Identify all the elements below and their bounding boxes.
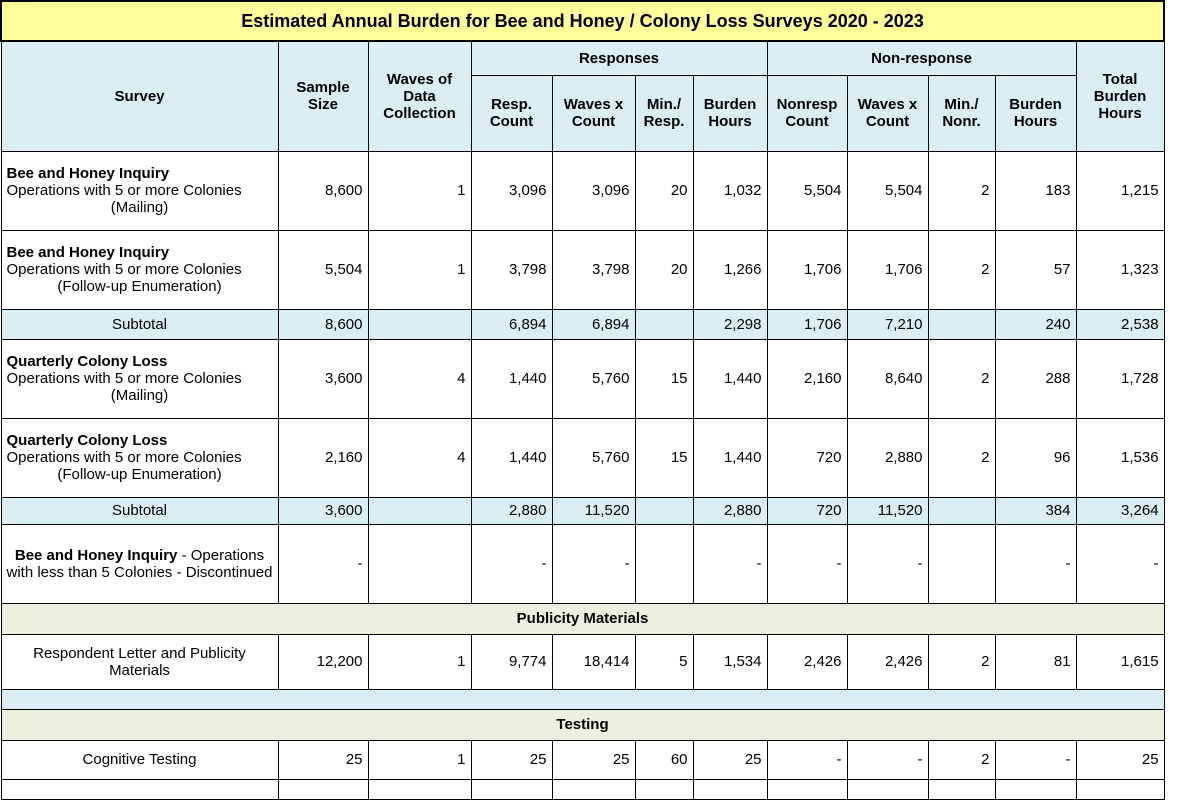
sample-size-cell: 3,600: [278, 339, 368, 418]
burden-hours-cell: 1,032: [693, 151, 767, 230]
header-survey: Survey: [1, 41, 278, 151]
table-row: [1, 524, 1164, 603]
waves-cell: 1: [368, 740, 471, 779]
min-nonr-cell: 2: [928, 151, 995, 230]
burden-hours-nr-cell: 81: [995, 634, 1076, 689]
total-burden-cell: 1,215: [1076, 151, 1164, 230]
subtotal-row: [1, 497, 1164, 524]
survey-cell: Bee and Honey Inquiry - Operations with less than 5 Colonies - Discontinued: [1, 524, 278, 603]
resp-count-cell: 1,440: [471, 418, 552, 497]
nonresp-count-cell: 1,706: [767, 309, 847, 339]
min-nonr-cell: 2: [928, 418, 995, 497]
waves-x-count-nr-cell: -: [847, 524, 928, 603]
subtotal-label: Subtotal: [1, 309, 278, 339]
header-min-nonr: Min./ Nonr.: [928, 75, 995, 151]
waves-x-count-cell: 5,760: [552, 339, 635, 418]
total-burden-cell: 2,538: [1076, 309, 1164, 339]
empty-cell: [995, 779, 1076, 799]
empty-cell: [635, 779, 693, 799]
section-row: [1, 709, 1164, 740]
burden-hours-nr-cell: 240: [995, 309, 1076, 339]
spacer-row: [1, 689, 1164, 709]
waves-cell: 1: [368, 634, 471, 689]
header-burden-hours: Burden Hours: [693, 75, 767, 151]
total-burden-cell: -: [1076, 524, 1164, 603]
sample-size-cell: -: [278, 524, 368, 603]
waves-x-count-nr-cell: 8,640: [847, 339, 928, 418]
min-resp-cell: [635, 309, 693, 339]
waves-x-count-nr-cell: 7,210: [847, 309, 928, 339]
section-publicity-materials: Publicity Materials: [1, 603, 1164, 634]
burden-hours-nr-cell: 384: [995, 497, 1076, 524]
burden-hours-cell: 1,440: [693, 339, 767, 418]
sample-size-cell: 5,504: [278, 230, 368, 309]
waves-x-count-cell: 3,096: [552, 151, 635, 230]
min-resp-cell: 15: [635, 418, 693, 497]
nonresp-count-cell: 720: [767, 418, 847, 497]
header-responses: Responses: [471, 41, 767, 75]
burden-hours-cell: 1,534: [693, 634, 767, 689]
waves-x-count-cell: 6,894: [552, 309, 635, 339]
waves-cell: [368, 524, 471, 603]
header-waves-x-count: Waves x Count: [552, 75, 635, 151]
header-nonresp-count: Nonresp Count: [767, 75, 847, 151]
nonresp-count-cell: 1,706: [767, 230, 847, 309]
header-min-resp: Min./ Resp.: [635, 75, 693, 151]
sample-size-cell: 8,600: [278, 309, 368, 339]
min-resp-cell: 20: [635, 230, 693, 309]
empty-cell: [767, 779, 847, 799]
resp-count-cell: 2,880: [471, 497, 552, 524]
waves-x-count-nr-cell: 2,880: [847, 418, 928, 497]
header-waves: Waves of Data Collection: [368, 41, 471, 151]
section-row: [1, 603, 1164, 634]
table-row: [1, 418, 1164, 497]
empty-cell: [471, 779, 552, 799]
survey-cell: Bee and Honey Inquiry Operations with 5 or more Colonies (Mailing): [1, 151, 278, 230]
empty-cell: [368, 779, 471, 799]
burden-hours-cell: 1,266: [693, 230, 767, 309]
total-burden-cell: 3,264: [1076, 497, 1164, 524]
resp-count-cell: 9,774: [471, 634, 552, 689]
burden-hours-nr-cell: 57: [995, 230, 1076, 309]
min-resp-cell: 20: [635, 151, 693, 230]
waves-x-count-nr-cell: 1,706: [847, 230, 928, 309]
total-burden-cell: 1,536: [1076, 418, 1164, 497]
waves-x-count-cell: 18,414: [552, 634, 635, 689]
header-resp-count: Resp. Count: [471, 75, 552, 151]
subtotal-label: Subtotal: [1, 497, 278, 524]
spacer-cell: [1, 689, 1164, 709]
empty-cell: [928, 779, 995, 799]
min-resp-cell: 15: [635, 339, 693, 418]
empty-cell: [1, 779, 278, 799]
survey-cell: Quarterly Colony Loss Operations with 5 or more Colonies (Mailing): [1, 339, 278, 418]
nonresp-count-cell: -: [767, 740, 847, 779]
total-burden-cell: 1,615: [1076, 634, 1164, 689]
waves-x-count-cell: 3,798: [552, 230, 635, 309]
waves-x-count-cell: 5,760: [552, 418, 635, 497]
resp-count-cell: -: [471, 524, 552, 603]
table-row: [1, 634, 1164, 689]
header-nonresponse: Non-response: [767, 41, 1076, 75]
survey-cell: Cognitive Testing: [1, 740, 278, 779]
resp-count-cell: 6,894: [471, 309, 552, 339]
header-sample-size: Sample Size: [278, 41, 368, 151]
resp-count-cell: 1,440: [471, 339, 552, 418]
resp-count-cell: 3,798: [471, 230, 552, 309]
min-nonr-cell: 2: [928, 634, 995, 689]
waves-x-count-nr-cell: 11,520: [847, 497, 928, 524]
burden-hours-cell: 1,440: [693, 418, 767, 497]
waves-cell: [368, 309, 471, 339]
min-nonr-cell: [928, 309, 995, 339]
sample-size-cell: 2,160: [278, 418, 368, 497]
empty-cell: [278, 779, 368, 799]
empty-cell: [552, 779, 635, 799]
waves-x-count-nr-cell: 2,426: [847, 634, 928, 689]
empty-cell: [1076, 779, 1164, 799]
waves-cell: 4: [368, 339, 471, 418]
min-nonr-cell: [928, 524, 995, 603]
burden-hours-cell: 2,880: [693, 497, 767, 524]
table-title: Estimated Annual Burden for Bee and Honey / Colony Loss Surveys 2020 - 2023: [1, 1, 1164, 41]
sample-size-cell: 25: [278, 740, 368, 779]
section-testing: Testing: [1, 709, 1164, 740]
burden-hours-nr-cell: -: [995, 740, 1076, 779]
resp-count-cell: 25: [471, 740, 552, 779]
table-row: [1, 151, 1164, 230]
min-nonr-cell: [928, 497, 995, 524]
waves-x-count-nr-cell: 5,504: [847, 151, 928, 230]
total-burden-cell: 1,728: [1076, 339, 1164, 418]
empty-cell: [693, 779, 767, 799]
min-nonr-cell: 2: [928, 740, 995, 779]
total-burden-cell: 25: [1076, 740, 1164, 779]
table-row: [1, 339, 1164, 418]
waves-cell: [368, 497, 471, 524]
survey-cell: Quarterly Colony Loss Operations with 5 or more Colonies (Follow-up Enumeration): [1, 418, 278, 497]
burden-hours-nr-cell: 288: [995, 339, 1076, 418]
survey-cell: Bee and Honey Inquiry Operations with 5 or more Colonies (Follow-up Enumeration): [1, 230, 278, 309]
empty-cell: [847, 779, 928, 799]
waves-cell: 4: [368, 418, 471, 497]
min-resp-cell: 60: [635, 740, 693, 779]
waves-cell: 1: [368, 151, 471, 230]
min-nonr-cell: 2: [928, 339, 995, 418]
table-row: [1, 230, 1164, 309]
nonresp-count-cell: -: [767, 524, 847, 603]
survey-cell: Respondent Letter and Publicity Materials: [1, 634, 278, 689]
waves-x-count-cell: -: [552, 524, 635, 603]
sample-size-cell: 8,600: [278, 151, 368, 230]
min-nonr-cell: 2: [928, 230, 995, 309]
burden-hours-cell: 2,298: [693, 309, 767, 339]
burden-hours-cell: 25: [693, 740, 767, 779]
header-waves-x-count-nr: Waves x Count: [847, 75, 928, 151]
nonresp-count-cell: 5,504: [767, 151, 847, 230]
nonresp-count-cell: 2,160: [767, 339, 847, 418]
waves-x-count-cell: 11,520: [552, 497, 635, 524]
burden-hours-cell: -: [693, 524, 767, 603]
min-resp-cell: [635, 524, 693, 603]
header-burden-hours-nr: Burden Hours: [995, 75, 1076, 151]
table-row: [1, 740, 1164, 779]
subtotal-row: [1, 309, 1164, 339]
burden-hours-nr-cell: 183: [995, 151, 1076, 230]
sample-size-cell: 12,200: [278, 634, 368, 689]
burden-hours-nr-cell: -: [995, 524, 1076, 603]
waves-x-count-cell: 25: [552, 740, 635, 779]
header-total-burden: Total Burden Hours: [1076, 41, 1164, 151]
nonresp-count-cell: 720: [767, 497, 847, 524]
table-row-partial: [1, 779, 1164, 799]
min-resp-cell: [635, 497, 693, 524]
sample-size-cell: 3,600: [278, 497, 368, 524]
waves-cell: 1: [368, 230, 471, 309]
nonresp-count-cell: 2,426: [767, 634, 847, 689]
resp-count-cell: 3,096: [471, 151, 552, 230]
total-burden-cell: 1,323: [1076, 230, 1164, 309]
min-resp-cell: 5: [635, 634, 693, 689]
burden-hours-nr-cell: 96: [995, 418, 1076, 497]
waves-x-count-nr-cell: -: [847, 740, 928, 779]
